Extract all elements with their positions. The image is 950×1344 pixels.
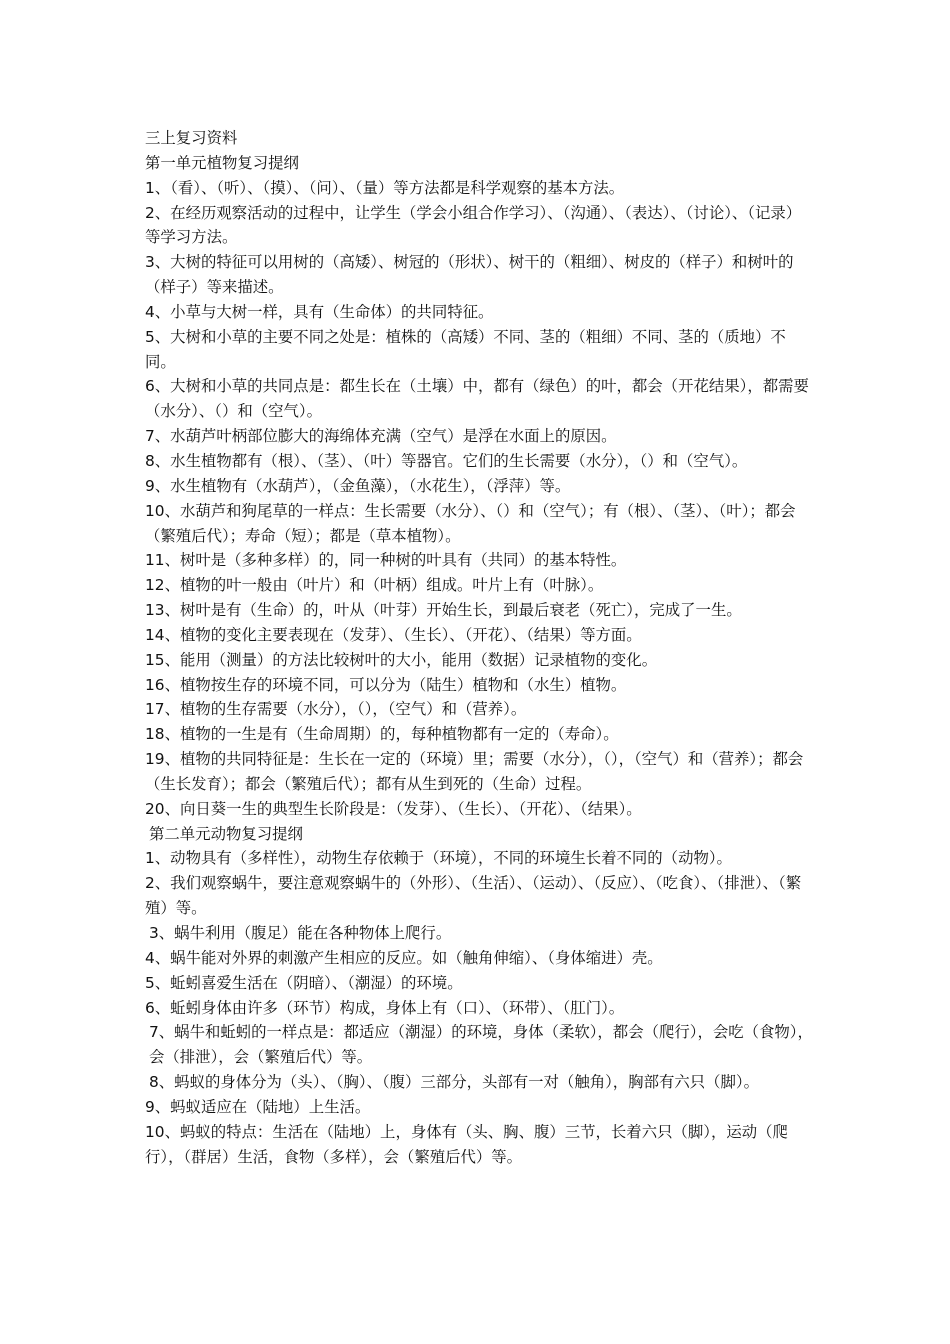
unit1-item-18: 18、植物的一生是有（生命周期）的，每种植物都有一定的（寿命）。 — [145, 725, 619, 744]
unit1-item-4: 4、小草与大树一样，具有（生命体）的共同特征。 — [145, 302, 494, 321]
unit1-item-15: 15、能用（测量）的方法比较树叶的大小，能用（数据）记录植物的变化。 — [145, 650, 658, 669]
unit1-item-5: 5、大树和小草的主要不同之处是：植株的（高矮）不同、茎的（粗细）不同、茎的（质地）不同。 — [145, 327, 786, 371]
unit2-item-5: 5、蚯蚓喜爱生活在（阴暗）、（潮湿）的环境。 — [145, 973, 463, 992]
unit1-item-12: 12、植物的叶一般由（叶片）和（叶柄）组成。叶片上有（叶脉）。 — [145, 576, 604, 595]
unit1-item-6: 6、大树和小草的共同点是：都生长在（土壤）中，都有（绿色）的叶，都会（开花结果），都需要（水分）、（）和（空气）。 — [145, 377, 809, 421]
unit1-item-11: 11、树叶是（多种多样）的，同一种树的叶具有（共同）的基本特性。 — [145, 551, 627, 570]
unit2-heading: 第二单元动物复习提纲 — [149, 824, 303, 843]
unit1-item-19: 19、植物的共同特征是：生长在一定的（环境）里；需要（水分），（），（空气）和（营养）；都会（生长发育）；都会（繁殖后代）；都有从生到死的（生命）过程。 — [145, 750, 804, 793]
unit1-item-8: 8、水生植物都有（根）、（茎）、（叶）等器官。它们的生长需要（水分），（）和（空气）。 — [145, 451, 748, 470]
unit2-item-3: 3、蜗牛利用（腹足）能在各种物体上爬行。 — [149, 924, 452, 942]
unit1-item-14: 14、植物的变化主要表现在（发芽）、（生长）、（开花）、（结果）等方面。 — [145, 625, 642, 644]
unit1-heading: 第一单元植物复习提纲 — [145, 153, 299, 172]
unit1-item-9: 9、水生植物有（水葫芦），（金鱼藻），（水花生），（浮萍）等。 — [145, 476, 571, 495]
unit2-item-7: 7、蜗牛和蚯蚓的一样点是：都适应（潮湿）的环境，身体（柔软），都会（爬行），会吃（食物），会（排泄），会（繁殖后代）等。 — [149, 1023, 813, 1067]
unit1-item-2: 2、在经历观察活动的过程中，让学生（学会小组合作学习）、（沟通）、（表达）、（讨论）、（记录）等学习方法。 — [145, 203, 802, 247]
unit2-item-2: 2、我们观察蜗牛，要注意观察蜗牛的（外形）、（生活）、（运动）、（反应）、（吃食）、（排泄）、（繁殖）等。 — [145, 874, 802, 918]
document-title: 三上复习资料 — [145, 129, 238, 147]
unit2-list — [145, 846, 813, 1169]
unit2-item-8: 8、蚂蚁的身体分为（头）、（胸）、（腹）三部分，头部有一对（触角），胸部有六只（脚）。 — [149, 1073, 759, 1092]
unit2-item-1: 1、动物具有（多样性），动物生存依赖于（环境），不同的环境生长着不同的（动物）。 — [145, 849, 732, 868]
unit2-item-4: 4、蜗牛能对外界的刺激产生相应的反应。如（触角伸缩）、（身体缩进）壳。 — [145, 948, 663, 967]
unit2-item-6: 6、蚯蚓身体由许多（环节）构成，身体上有（口）、（环带）、（肛门）。 — [145, 998, 625, 1017]
unit1-item-13: 13、树叶是有（生命）的，叶从（叶芽）开始生长，到最后衰老（死亡），完成了一生。 — [145, 601, 742, 620]
unit2-item-9: 9、蚂蚁适应在（陆地）上生活。 — [145, 1097, 371, 1116]
unit1-item-20: 20、向日葵一生的典型生长阶段是：（发芽）、（生长）、（开花）、（结果）。 — [145, 799, 642, 818]
unit1-item-17: 17、植物的生存需要（水分），（），（空气）和（营养）。 — [145, 700, 527, 719]
document-page — [145, 126, 813, 1169]
unit1-item-7: 7、水葫芦叶柄部位膨大的海绵体充满（空气）是浮在水面上的原因。 — [145, 427, 617, 446]
unit1-list — [145, 176, 813, 822]
unit2-item-10: 10、蚂蚁的特点：生活在（陆地）上，身体有（头、胸、腹）三节，长着六只（脚），运动（爬行），（群居）生活，食物（多样），会（繁殖后代）等。 — [145, 1122, 788, 1166]
unit1-item-3: 3、大树的特征可以用树的（高矮）、树冠的（形状）、树干的（粗细）、树皮的（样子）和树叶的（样子）等来描述。 — [145, 253, 794, 297]
unit1-item-1: 1、（看）、（听）、（摸）、（问）、（量）等方法都是科学观察的基本方法。 — [145, 178, 625, 197]
unit1-item-10: 10、水葫芦和狗尾草的一样点：生长需要（水分）、（）和（空气）；有（根）、（茎）、（叶）；都会（繁殖后代）；寿命（短）；都是（草本植物）。 — [145, 501, 796, 545]
unit1-item-16: 16、植物按生存的环境不同，可以分为（陆生）植物和（水生）植物。 — [145, 675, 627, 694]
